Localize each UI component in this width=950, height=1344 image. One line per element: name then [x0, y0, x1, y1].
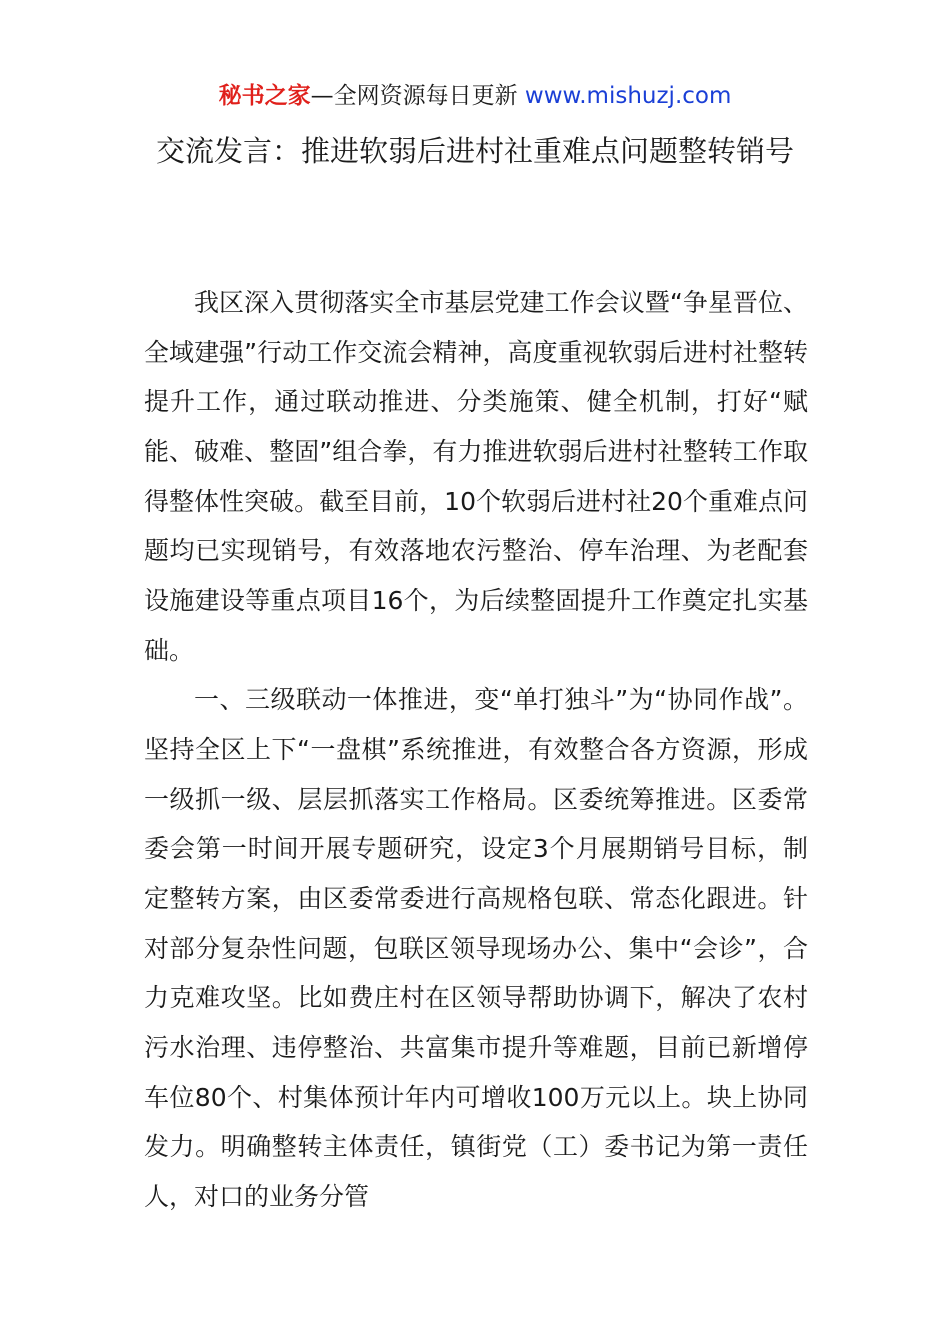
site-tagline: —全网资源每日更新: [310, 83, 525, 109]
site-url-link[interactable]: www.mishuzj.com: [524, 83, 732, 109]
site-brand: 秘书之家: [218, 83, 311, 109]
document-title: 交流发言：推进软弱后进村社重难点问题整转销号: [155, 134, 794, 168]
site-banner: [0, 80, 950, 112]
body-paragraph: 一、三级联动一体推进，变“单打独斗”为“协同作战”。坚持全区上下“一盘棋”系统推进，有效整合各方资源，形成一级抓一级、层层抓落实工作格局。区委统筹推进。区委常委会第一时间开展专题研究，设定3个月展期销号目标，制定整转方案，由区委常委进行高规格包联、常态化跟进。针对部分复杂性问题，包联区领导现场办公、集中“会诊”，合力克难攻坚。比如费庄村在区领导帮助协调下，解决了农村污水治理、违停整治、共富集市提升等难题，目前已新增停车位80个、村集体预计年内可增收100万元以上。块上协同发力。明确整转主体责任，镇街党（工）委书记为第一责任人，对口的业务分管: [144, 685, 808, 1211]
document-body: [144, 278, 808, 1221]
body-paragraph: 我区深入贯彻落实全市基层党建工作会议暨“争星晋位、全域建强”行动工作交流会精神，高度重视软弱后进村社整转提升工作，通过联动推进、分类施策、健全机制，打好“赋能、破难、整固”组合拳，有力推进软弱后进村社整转工作取得整体性突破。截至目前，10个软弱后进村社20个重难点问题均已实现销号，有效落地农污整治、停车治理、为老配套设施建设等重点项目16个，为后续整固提升工作奠定扎实基础。: [144, 288, 808, 665]
